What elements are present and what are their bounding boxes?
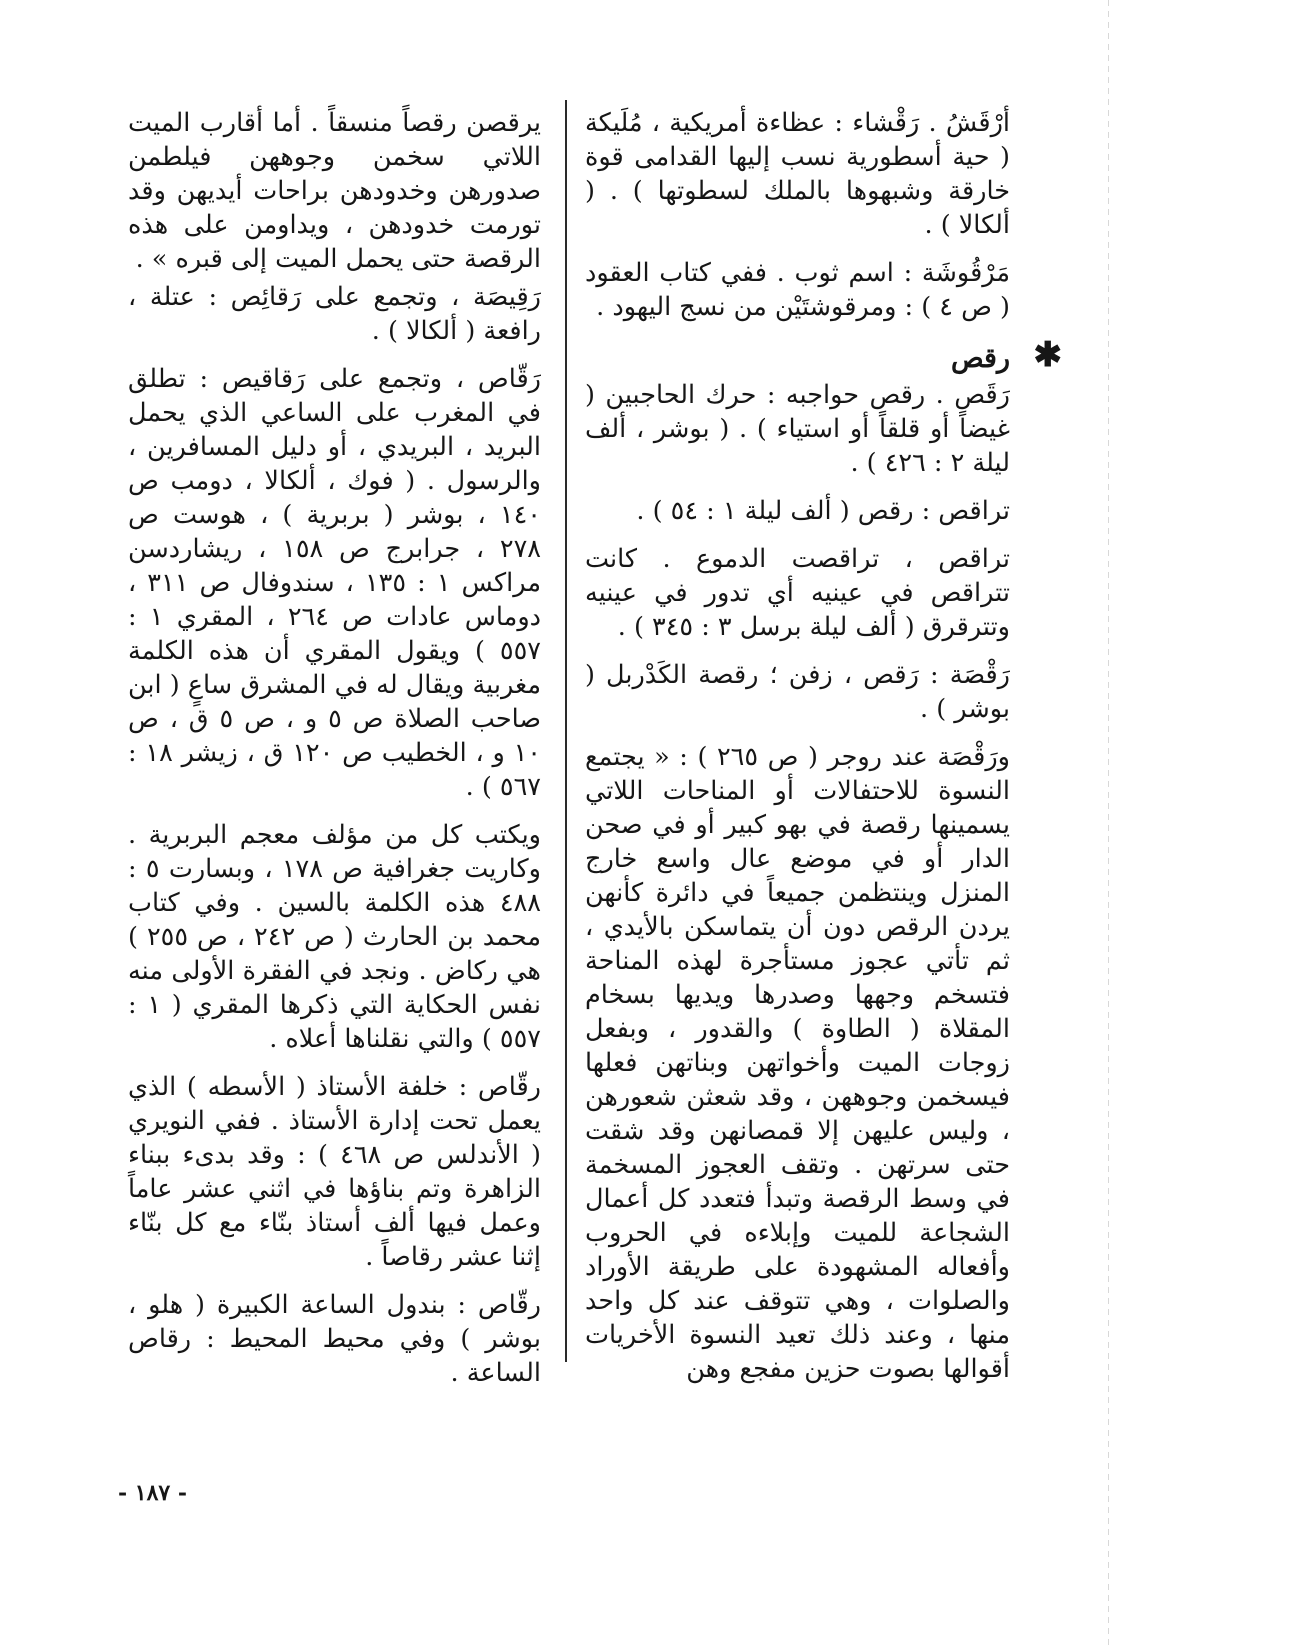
entry-raqsa-roger: ورَقْصَة عند روجر ( ص ٢٦٥ ) : « يجتمع النسوة للاحتفالات أو المناحات اللاتي يسمينها رقصة في بهو كبير أو في صحن الدار أو في موضع عال واسع خارج المنزل وينتظمن جميعاً في دائرة كأنهن يردن الرقص دون أن يتماسكن بالأيدي ، ثم تأتي عجوز مستأجرة لهذه المناحة فتسخم وجهها وصدرها ويديها بسخام المقلاة ( الطاوة ) والقدور ، وبفعل زوجات الميت وأخواتهن وبناتهن فعلها فيسخمن وجوههن ، وقد شعثن شعورهن ، وليس عليهن إلا قمصانهن وقد شقت حتى سرتهن . وتقف العجوز المسخمة في وسط الرقصة وتبدأ فتعدد كل أعمال الشجاعة للميت وإبلاءه في الحروب وأفعاله المشهودة على طريقة الأوراد والصلوات ، وهي تتوقف عند كل واحد منها ، وعند ذلك تعيد النسوة الأخريات أقوالها بصوت حزين مفجع وهن: [585, 742, 1010, 1384]
entry-raqqas-spelling: ويكتب كل من مؤلف معجم البربرية . وكاريت جغرافية ص ١٧٨ ، وبسارت ٥ : ٤٨٨ هذه الكلمة بالسين . وفي كتاب محمد بن الحارث ( ص ٢٤٢ ، ص ٢٥٥ ) هي ركاض . ونجد في الفقرة الأولى منه نفس الحكاية التي ذكرها المقري ( ١ : ٥٥٧ ) والتي نقلناها أعلاه .: [128, 820, 541, 1054]
root-heading-title: رقص: [950, 343, 1010, 374]
left-column: [128, 106, 541, 1404]
column-divider: [565, 100, 567, 1362]
entry-raqsa: رَقْصَة : رَقص ، زفن ؛ رقصة الكَدْربل ( بوشر ) .: [585, 660, 1010, 724]
star-icon: ✱: [1033, 335, 1062, 375]
entry-raqqas-courier: رَقّاص ، وتجمع على رَقاقيص : تطلق في المغرب على الساعي الذي يحمل البريد ، البريدي ، أو دليل المسافرين ، والرسول . ( فوك ، ألكالا ، دومب ص ١٤٠ ، بوشر ( بربرية ) ، هوست ص ٢٧٨ ، جرابرج ص ١٥٨ ، ريشاردسن مراكس ١ : ١٣٥ ، سندوفال ص ٣١١ ، دوماس عادات ص ٢٦٤ ، المقري ١ : ٥٥٧ ) ويقول المقري أن هذه الكلمة مغربية ويقال له في المشرق ساعٍ ( ابن صاحب الصلاة ص ٥ و ، ص ٥ ق ، ص ١٠ و ، الخطيب ص ١٢٠ ق ، زيشر ١٨ : ٥٦٧ ) .: [128, 364, 542, 802]
entry-marqusha: مَرْقُوشَة : اسم ثوب . ففي كتاب العقود ( ص ٤ ) : ومرقوشتَيْن من نسج اليهود .: [585, 258, 1010, 322]
right-column: [585, 106, 1062, 1390]
entry-raqqas-assistant: رقّاص : خلفة الأستاذ ( الأسطه ) الذي يعمل تحت إدارة الأستاذ . ففي النويري ( الأندلس ص ٤٦٨ ) : وقد بدىء ببناء الزاهرة وتم بناؤها في اثني عشر عاماً وعمل فيها ألف أستاذ بنّاء مع كل بنّاء إثنا عشر رقاصاً .: [128, 1072, 541, 1272]
entry-raqas: رَقَص . رقص حواجبه : حرك الحاجبين ( غيضاً أو قلقاً أو استياء ) . ( بوشر ، ألف ليلة ٢ : ٤٢٦ ) .: [585, 380, 1010, 478]
entry-continuation: يرقصن رقصاً منسقاً . أما أقارب الميت اللاتي سخمن وجوههن فيلطمن صدورهن وخدودهن براحات أيديهن وقد تورمت خدودهن ، ويداومن على هذه الرقصة حتى يحمل الميت إلى قبره » .: [128, 108, 541, 274]
entry-taraqas-1: تراقص : رقص ( ألف ليلة ١ : ٥٤ ) .: [636, 496, 1010, 526]
entry-arqash: أرْقَشُ . رَقْشاء : عظاءة أمريكية ، مُلَيكة ( حية أسطورية نسب إليها القدامى قوة خارقة وشبهوها بالملك لسطوتها ) . ( ألكالا ) .: [585, 108, 1010, 240]
page-number: - ١٨٧ -: [118, 1480, 188, 1506]
entry-raqisa: رَقِيصَة ، وتجمع على رَقائِص : عتلة ، رافعة ( ألكالا ) .: [128, 282, 541, 346]
root-heading: [585, 335, 1062, 376]
scan-edge-line: [1108, 0, 1109, 1646]
entry-raqqas-pendulum: رقّاص : بندول الساعة الكبيرة ( هلو ، بوشر ) وفي محيط المحيط : رقاص الساعة .: [128, 1290, 541, 1388]
entry-taraqas-2: تراقص ، تراقصت الدموع . كانت تتراقص في عينيه أي تدور في عينيه وتترقرق ( ألف ليلة برسل ٣ : ٣٤٥ ) .: [585, 544, 1010, 642]
